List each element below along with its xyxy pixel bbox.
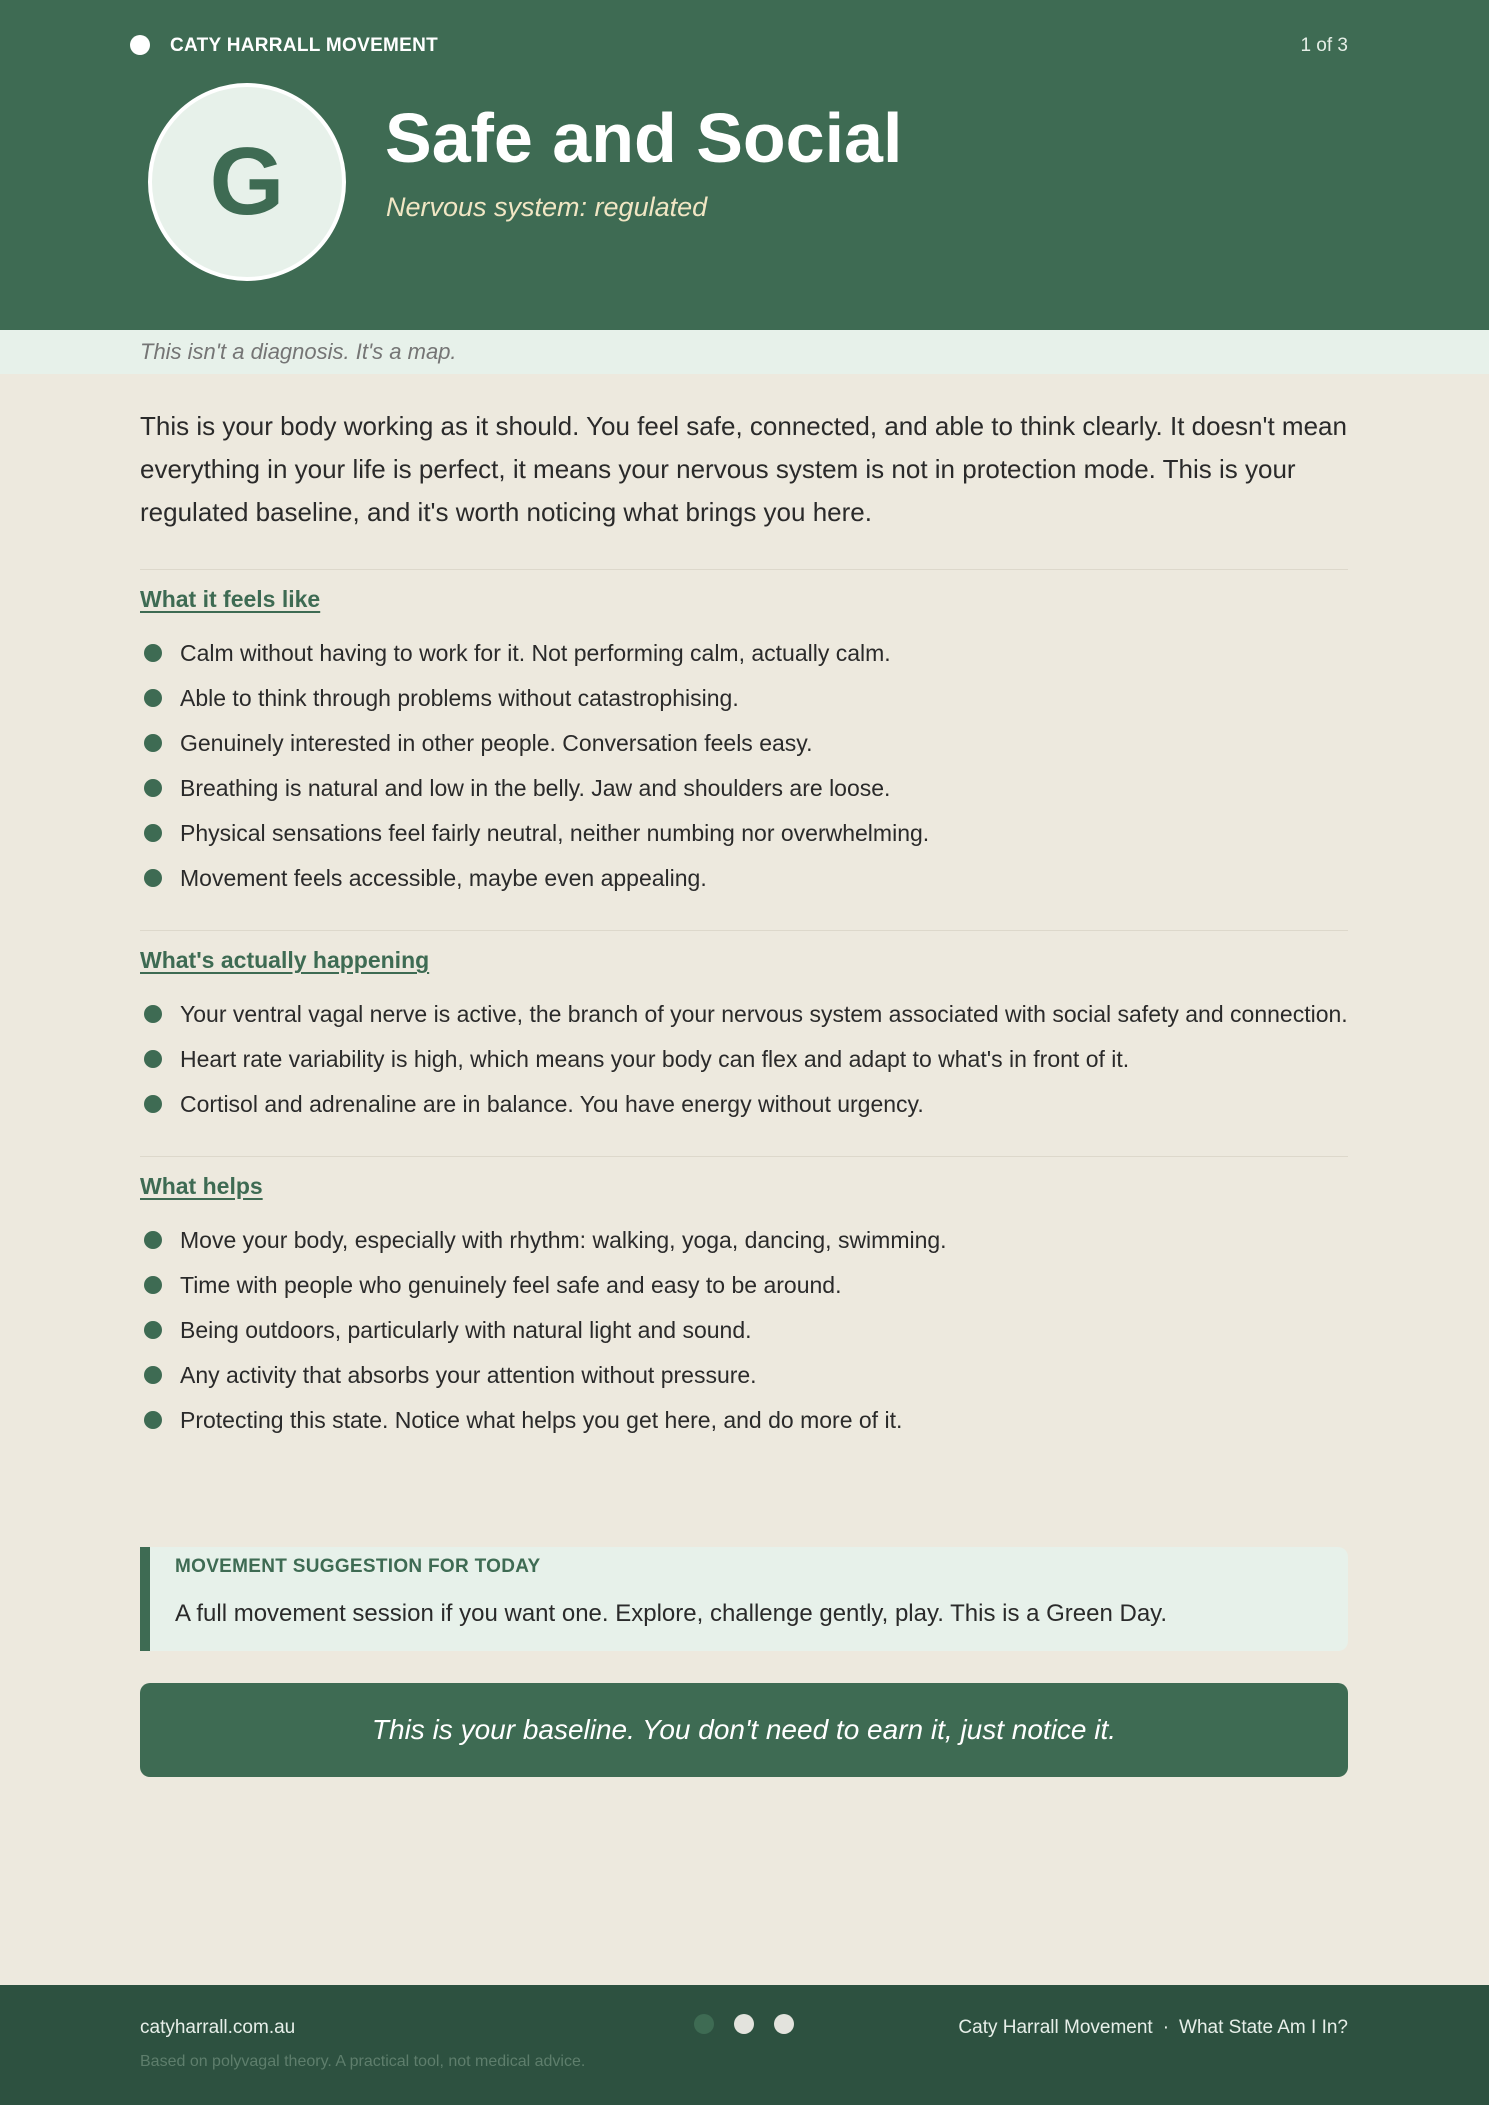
list-item: [140, 861, 1348, 896]
page-title: Safe and Social: [385, 99, 903, 177]
list-item-text: Protecting this state. Notice what helps you get here, and do more of it.: [180, 1407, 903, 1433]
footer-page-title: What State Am I In?: [1179, 2017, 1348, 2038]
list-item: [140, 816, 1348, 851]
page-dot-1[interactable]: [694, 2014, 714, 2034]
page-subtitle: Nervous system: regulated: [386, 192, 708, 222]
list-item: [140, 726, 1348, 761]
tagline-strip: [0, 330, 1489, 374]
bullet-dot-icon: [144, 779, 162, 797]
list-item-text: Cortisol and adrenaline are in balance. You have energy without urgency.: [180, 1091, 924, 1117]
list-item: [140, 1042, 1348, 1077]
suggestion-label: MOVEMENT SUGGESTION FOR TODAY: [175, 1556, 541, 1577]
bullet-dot-icon: [144, 1411, 162, 1429]
bullet-list: [140, 997, 1348, 1122]
section-feels-like: [140, 569, 1348, 896]
list-item-text: Time with people who genuinely feel safe and easy to be around.: [180, 1272, 842, 1298]
main-content: [140, 405, 1348, 1448]
section-what-helps: [140, 1156, 1348, 1438]
page-header: [0, 0, 1489, 330]
bullet-dot-icon: [144, 1276, 162, 1294]
section-heading: What's actually happening: [140, 947, 430, 973]
list-item-text: Physical sensations feel fairly neutral, neither numbing nor overwhelming.: [180, 820, 930, 846]
bullet-dot-icon: [144, 1321, 162, 1339]
list-item-text: Able to think through problems without catastrophising.: [180, 685, 739, 711]
page-dots: [694, 2014, 794, 2034]
footer-website-link[interactable]: catyharrall.com.au: [140, 2017, 296, 2038]
footer-separator: ·: [1162, 2017, 1170, 2038]
bullet-dot-icon: [144, 689, 162, 707]
list-item-text: Genuinely interested in other people. Conversation feels easy.: [180, 730, 813, 756]
brand-dot-icon: [130, 35, 150, 55]
list-item: [140, 1223, 1348, 1258]
list-item-text: Your ventral vagal nerve is active, the branch of your nervous system associated with social safety and connection.: [180, 1001, 1348, 1027]
page-footer: [0, 1985, 1489, 2105]
list-item: [140, 1313, 1348, 1348]
bullet-dot-icon: [144, 1095, 162, 1113]
footer-brand: Caty Harrall Movement: [958, 2017, 1153, 2038]
list-item-text: Heart rate variability is high, which means your body can flex and adapt to what's in front of it.: [180, 1046, 1130, 1072]
bullet-list: [140, 1223, 1348, 1438]
bullet-dot-icon: [144, 1050, 162, 1068]
list-item: [140, 1087, 1348, 1122]
list-item-text: Movement feels accessible, maybe even appealing.: [180, 865, 707, 891]
bullet-dot-icon: [144, 1231, 162, 1249]
bullet-dot-icon: [144, 734, 162, 752]
section-heading: What it feels like: [140, 586, 321, 612]
list-item: [140, 1358, 1348, 1393]
list-item: [140, 771, 1348, 806]
baseline-quote-box: [140, 1683, 1348, 1777]
list-item: [140, 997, 1348, 1032]
footer-disclaimer: Based on polyvagal theory. A practical tool, not medical advice.: [140, 2053, 586, 2070]
list-item-text: Any activity that absorbs your attention without pressure.: [180, 1362, 757, 1388]
footer-credit: [958, 2016, 1348, 2040]
intro-paragraph: This is your body working as it should. You feel safe, connected, and able to think clearly. It doesn't mean everything in your life is perfect, it means your nervous system is not in protection mode. This is your regulated baseline, and it's worth noticing what brings you here.: [140, 411, 1347, 527]
list-item: [140, 636, 1348, 671]
bullet-dot-icon: [144, 824, 162, 842]
bullet-dot-icon: [144, 644, 162, 662]
list-item: [140, 1268, 1348, 1303]
bullet-list: [140, 636, 1348, 896]
tagline: This isn't a diagnosis. It's a map.: [140, 339, 457, 364]
brand-name: CATY HARRALL MOVEMENT: [170, 35, 439, 56]
state-badge: [148, 83, 346, 281]
section-whats-happening: [140, 930, 1348, 1122]
list-item-text: Breathing is natural and low in the belly. Jaw and shoulders are loose.: [180, 775, 891, 801]
baseline-quote: This is your baseline. You don't need to earn it, just notice it.: [371, 1714, 1117, 1745]
bullet-dot-icon: [144, 1366, 162, 1384]
section-heading: What helps: [140, 1173, 263, 1199]
suggestion-text: A full movement session if you want one. Explore, challenge gently, play. This is a Green Day.: [175, 1600, 1168, 1627]
page-indicator: 1 of 3: [1300, 35, 1348, 56]
bullet-dot-icon: [144, 869, 162, 887]
badge-letter: G: [209, 128, 285, 235]
page-dot-2[interactable]: [734, 2014, 754, 2034]
movement-suggestion-callout: [140, 1547, 1348, 1651]
list-item-text: Being outdoors, particularly with natural light and sound.: [180, 1317, 752, 1343]
list-item: [140, 1403, 1348, 1438]
list-item-text: Move your body, especially with rhythm: walking, yoga, dancing, swimming.: [180, 1227, 947, 1253]
list-item-text: Calm without having to work for it. Not performing calm, actually calm.: [180, 640, 891, 666]
list-item: [140, 681, 1348, 716]
page-dot-3[interactable]: [774, 2014, 794, 2034]
bullet-dot-icon: [144, 1005, 162, 1023]
